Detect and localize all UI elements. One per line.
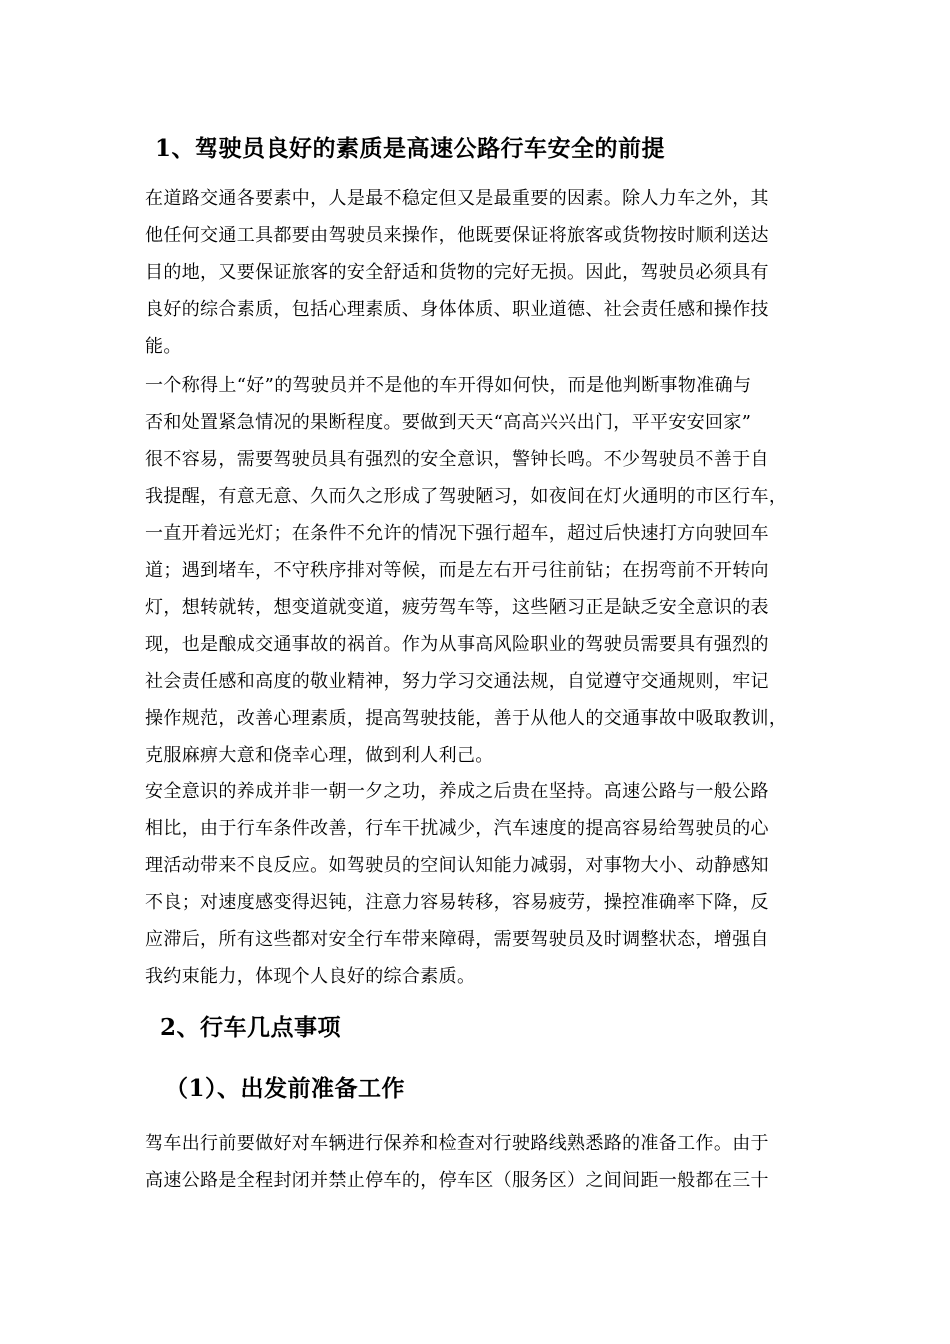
paragraph-line: 社会责任感和高度的敬业精神，努力学习交通法规，自觉遵守交通规则，牢记: [145, 671, 769, 692]
paragraph-line: 驾车出行前要做好对车辆进行保养和检查对行驶路线熟悉路的准备工作。由于: [145, 1133, 769, 1154]
paragraph-line: 良好的综合素质，包括心理素质、身体体质、职业道德、社会责任感和操作技: [145, 299, 769, 320]
paragraph-line: 目的地，又要保证旅客的安全舒适和货物的完好无损。因此，驾驶员必须具有: [145, 262, 769, 283]
paragraph-line: 很不容易，需要驾驶员具有强烈的安全意识，警钟长鸣。不少驾驶员不善于自: [145, 449, 769, 470]
paragraph-line: 现，也是酿成交通事故的祸首。作为从事高风险职业的驾驶员需要具有强烈的: [145, 634, 769, 655]
paragraph-line: 一个称得上“好”的驾驶员并不是他的车开得如何快，而是他判断事物准确与: [145, 375, 752, 396]
paragraph-line: 在道路交通各要素中，人是最不稳定但又是最重要的因素。除人力车之外，其: [145, 188, 769, 209]
paragraph-line: 操作规范，改善心理素质，提高驾驶技能，善于从他人的交通事故中吸取教训，: [145, 708, 788, 729]
paragraph-line: 克服麻痹大意和侥幸心理，做到利人利己。: [145, 745, 494, 766]
paragraph-line: 高速公路是全程封闭并禁止停车的，停车区（服务区）之间间距一般都在三十: [145, 1170, 769, 1191]
paragraph-line: 安全意识的养成并非一朝一夕之功，养成之后贵在坚持。高速公路与一般公路: [145, 781, 769, 802]
subsection-heading-1: （1）、出发前准备工作: [165, 1075, 406, 1102]
paragraph-line: 我提醒，有意无意、久而久之形成了驾驶陋习，如夜间在灯火通明的市区行车，: [145, 486, 788, 507]
paragraph-1: [145, 180, 825, 365]
paragraph-3: [145, 773, 825, 995]
section-heading-2: 2、行车几点事项: [160, 1014, 342, 1041]
paragraph-line: 不良；对速度感变得迟钝，注意力容易转移，容易疲劳，操控准确率下降，反: [145, 892, 769, 913]
paragraph-line: 我约束能力，体现个人良好的综合素质。: [145, 966, 476, 987]
paragraph-line: 能。: [145, 336, 182, 357]
paragraph-line: 理活动带来不良反应。如驾驶员的空间认知能力减弱，对事物大小、动静感知: [145, 855, 769, 876]
section-heading-1: 1、驾驶员良好的素质是高速公路行车安全的前提: [155, 135, 666, 162]
paragraph-line: 他任何交通工具都要由驾驶员来操作，他既要保证将旅客或货物按时顺利送达: [145, 225, 769, 246]
paragraph-4: [145, 1125, 825, 1199]
paragraph-line: 相比，由于行车条件改善，行车干扰减少，汽车速度的提高容易给驾驶员的心: [145, 818, 769, 839]
paragraph-line: 一直开着远光灯；在条件不允许的情况下强行超车，超过后快速打方向驶回车: [145, 523, 769, 544]
paragraph-line: 应滞后，所有这些都对安全行车带来障碍，需要驾驶员及时调整状态，增强自: [145, 929, 769, 950]
paragraph-line: 否和处置紧急情况的果断程度。要做到天天“高高兴兴出门，平平安安回家”: [145, 412, 752, 433]
paragraph-line: 道；遇到堵车，不守秩序排对等候，而是左右开弓往前钻；在拐弯前不开转向: [145, 560, 769, 581]
paragraph-line: 灯，想转就转，想变道就变道，疲劳驾车等，这些陋习正是缺乏安全意识的表: [145, 597, 769, 618]
paragraph-2: [145, 367, 825, 774]
